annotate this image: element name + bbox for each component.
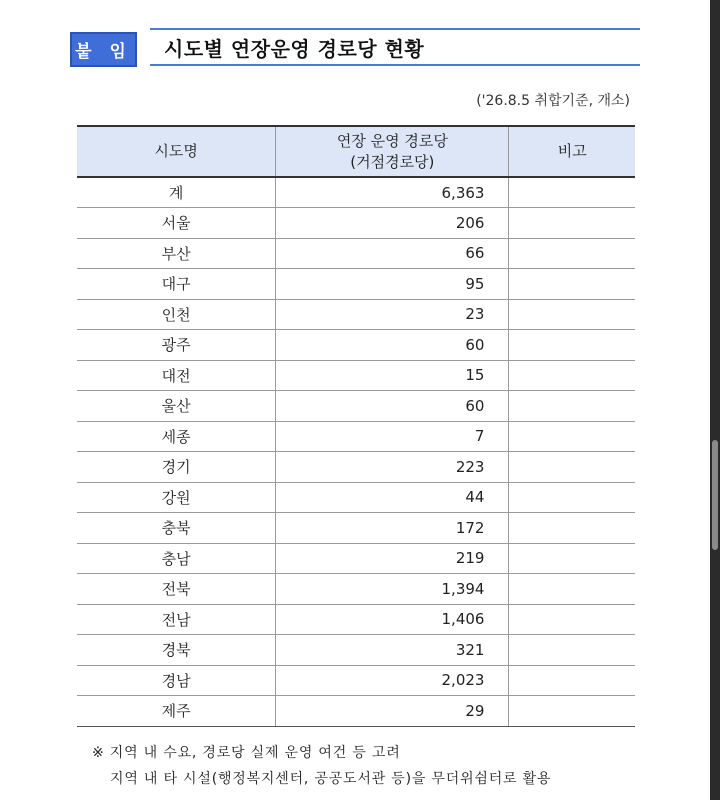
table-row	[77, 513, 635, 544]
region-cell: 경북	[77, 635, 276, 666]
count-cell: 66	[276, 238, 509, 269]
count-cell: 23	[276, 299, 509, 330]
region-cell: 충남	[77, 543, 276, 574]
table-row	[77, 665, 635, 696]
table-row	[77, 330, 635, 361]
remarks-cell	[509, 452, 635, 483]
count-cell: 60	[276, 330, 509, 361]
count-cell: 95	[276, 269, 509, 300]
region-cell: 충북	[77, 513, 276, 544]
remarks-cell	[509, 696, 635, 727]
remarks-cell	[509, 269, 635, 300]
table-row	[77, 238, 635, 269]
count-cell: 223	[276, 452, 509, 483]
remarks-cell	[509, 482, 635, 513]
count-cell: 172	[276, 513, 509, 544]
table-row	[77, 482, 635, 513]
region-cell: 부산	[77, 238, 276, 269]
remarks-cell	[509, 604, 635, 635]
attachment-badge: 붙 임	[70, 32, 137, 67]
table-row	[77, 391, 635, 422]
remarks-cell	[509, 177, 635, 208]
region-cell: 대구	[77, 269, 276, 300]
count-cell: 6,363	[276, 177, 509, 208]
region-cell: 계	[77, 177, 276, 208]
title-box	[150, 28, 640, 66]
footnote-2: 지역 내 타 시설(행정복지센터, 공공도서관 등)을 무더위쉼터로 활용	[110, 771, 552, 787]
table-row	[77, 604, 635, 635]
count-cell: 1,406	[276, 604, 509, 635]
region-cell: 경기	[77, 452, 276, 483]
header-count-line2: (거점경로당)	[350, 152, 435, 171]
table-row	[77, 635, 635, 666]
region-cell: 전북	[77, 574, 276, 605]
remarks-cell	[509, 665, 635, 696]
table-row	[77, 696, 635, 727]
table-header-row	[77, 126, 635, 177]
table-row	[77, 574, 635, 605]
table-row	[77, 269, 635, 300]
count-cell: 321	[276, 635, 509, 666]
remarks-cell	[509, 513, 635, 544]
table-row	[77, 208, 635, 239]
table-row	[77, 177, 635, 208]
table-row	[77, 360, 635, 391]
count-cell: 15	[276, 360, 509, 391]
remarks-cell	[509, 238, 635, 269]
remarks-cell	[509, 299, 635, 330]
count-cell: 219	[276, 543, 509, 574]
header-remarks: 비고	[509, 126, 635, 177]
region-cell: 경남	[77, 665, 276, 696]
region-cell: 전남	[77, 604, 276, 635]
remarks-cell	[509, 330, 635, 361]
table-row	[77, 543, 635, 574]
table-row	[77, 421, 635, 452]
region-cell: 강원	[77, 482, 276, 513]
remarks-cell	[509, 574, 635, 605]
count-cell: 206	[276, 208, 509, 239]
header-count-line1: 연장 운영 경로당	[336, 131, 448, 150]
count-cell: 2,023	[276, 665, 509, 696]
count-cell: 7	[276, 421, 509, 452]
page-title: 시도별 연장운영 경로당 현황	[164, 36, 425, 61]
region-table	[77, 125, 635, 727]
remarks-cell	[509, 391, 635, 422]
count-cell: 1,394	[276, 574, 509, 605]
region-cell: 인천	[77, 299, 276, 330]
scrollbar[interactable]	[710, 0, 720, 800]
basis-note: ('26.8.5 취합기준, 개소)	[476, 93, 630, 109]
header-count	[276, 126, 509, 177]
remarks-cell	[509, 635, 635, 666]
remarks-cell	[509, 208, 635, 239]
count-cell: 60	[276, 391, 509, 422]
region-cell: 서울	[77, 208, 276, 239]
count-cell: 29	[276, 696, 509, 727]
region-cell: 제주	[77, 696, 276, 727]
scrollbar-thumb[interactable]	[712, 440, 718, 550]
region-cell: 울산	[77, 391, 276, 422]
region-cell: 광주	[77, 330, 276, 361]
remarks-cell	[509, 543, 635, 574]
header-region: 시도명	[77, 126, 276, 177]
table-row	[77, 452, 635, 483]
region-cell: 세종	[77, 421, 276, 452]
region-cell: 대전	[77, 360, 276, 391]
remarks-cell	[509, 360, 635, 391]
remarks-cell	[509, 421, 635, 452]
footnote-1: ※ 지역 내 수요, 경로당 실제 운영 여건 등 고려	[92, 745, 401, 761]
table-row	[77, 299, 635, 330]
count-cell: 44	[276, 482, 509, 513]
